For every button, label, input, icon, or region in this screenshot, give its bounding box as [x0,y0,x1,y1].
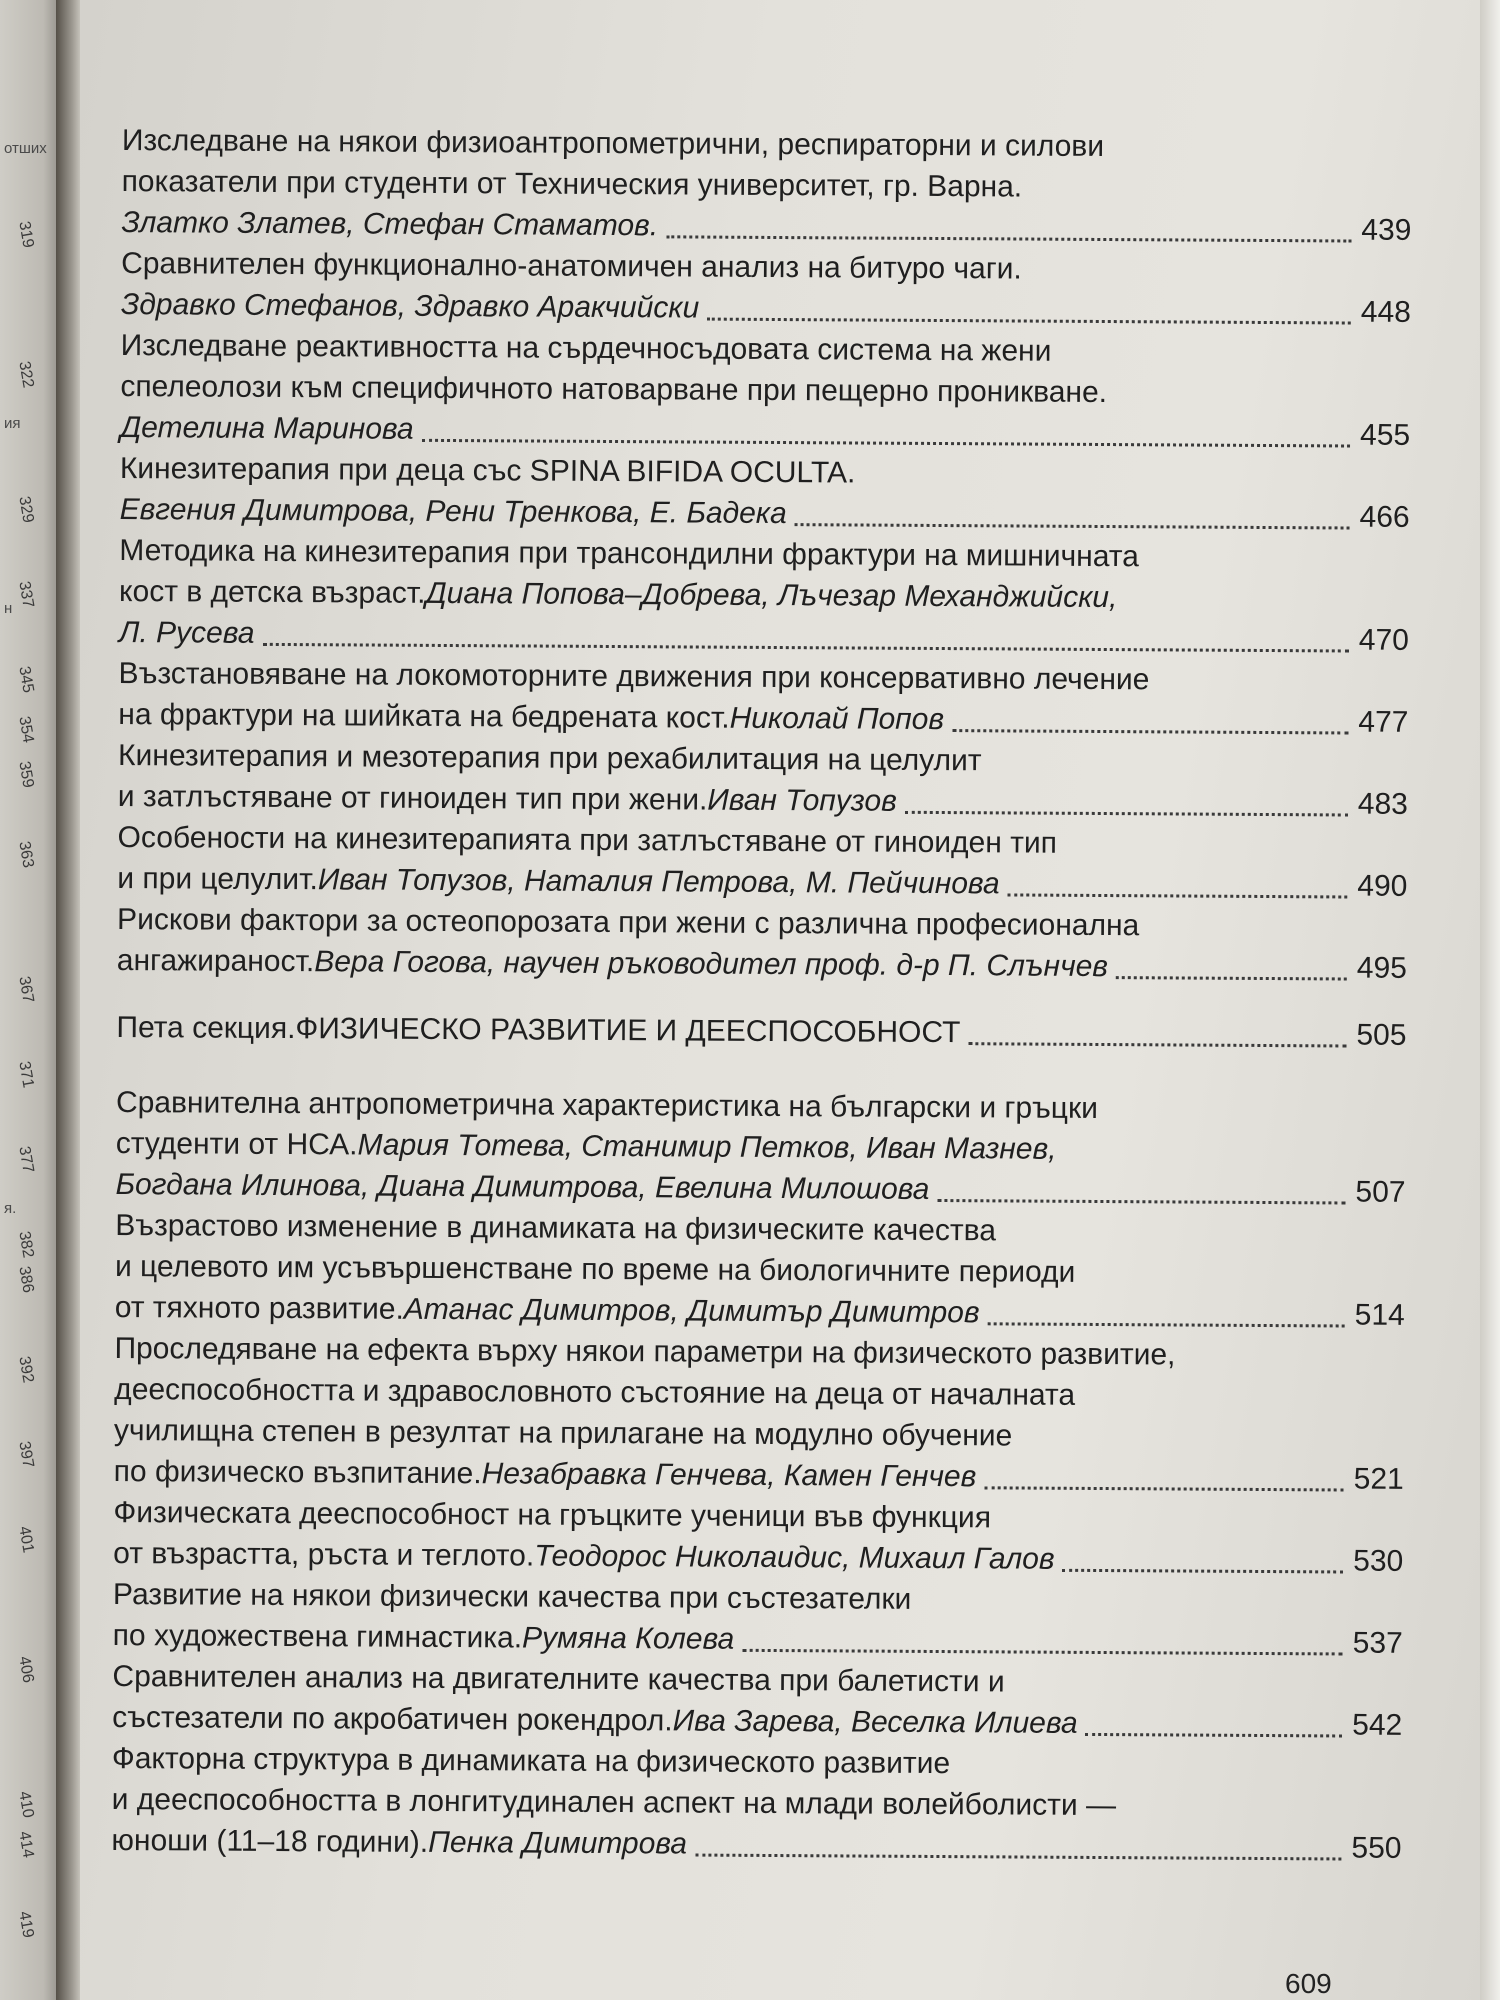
leader-dots [795,521,1350,529]
entry-page-number: 507 [1355,1175,1406,1209]
entry-title: Физическата дееспособност на гръцките ученици във функция [113,1495,992,1535]
left-page-number: 354 [15,715,37,745]
entry-page-number: 477 [1358,705,1409,739]
leader-dots [987,1320,1344,1327]
entry-title: Рискови фактори за остеопорозата при жени с различна професионална [117,902,1140,943]
entry-title: кост в детска възраст. [119,574,426,610]
entry-authors: Диана Попова–Добрева, Лъчезар Механджийски, [425,576,1118,615]
entry-title: и при целулит. [117,861,318,897]
left-page-number: 363 [15,840,37,870]
entry-title: Особености на кинезитерапията при затлъстяване от гиноиден тип [117,820,1058,860]
entry-title: спелеолози към специфичното натоварване при пещерно проникване. [120,369,1108,410]
entry-title: Сравнителен функционално-анатомичен анализ на битуро чаги. [121,246,1022,286]
entry-title: Проследяване на ефекта върху някои параметри на физическото развитие, [114,1331,1176,1372]
page-folio-number: 609 [1285,1968,1332,1999]
entry-authors: Детелина Маринова [120,410,414,446]
toc-entry [112,1656,1402,1746]
entry-page-number: 514 [1354,1298,1405,1332]
toc-entry [113,1574,1403,1664]
entry-authors: Пенка Димитрова [428,1825,688,1861]
entry-title: Сравнителен анализ на двигателните качества при балетисти и [112,1659,1005,1699]
entry-title: по художествена гимнастика. [112,1618,523,1655]
book-page [80,0,1480,2000]
entry-title: дееспособността и здравословното състояние на деца от началната [114,1372,1076,1412]
entry-authors: Богдана Илинова, Диана Димитрова, Евелина Милошова [115,1167,930,1206]
leader-dots [1086,1731,1343,1738]
entry-page-number: 455 [1359,418,1411,452]
toc-entry [118,653,1408,743]
leader-dots [937,1197,1345,1204]
section-heading [116,1007,1406,1056]
left-page-text-fragment: я. [4,1200,17,1217]
left-page-number: 329 [15,495,37,525]
toc-entry [119,448,1409,538]
left-page-number: 371 [15,1060,37,1090]
entry-title: и целевото им усъвършенстване по време на биологичните периоди [114,1249,1076,1289]
left-page-number: 377 [15,1145,37,1175]
toc-entries-part-1 [117,120,1412,989]
toc-entry [121,120,1412,251]
entry-title: на фрактури на шийката на бедрената кост. [118,697,730,735]
toc-entry-line [119,571,1409,620]
entry-title: Възстановяване на локомоторните движения при консервативно лечение [118,656,1150,697]
entry-title: от тяхното развитие. [114,1290,404,1326]
toc-entry [120,325,1411,456]
toc-entry [114,1328,1405,1500]
entry-title: Факторна структура в динамиката на физическото развитие [111,1741,951,1781]
entry-authors: Здравко Стефанов, Здравко Аракчийски [120,287,700,325]
entry-page-number: 530 [1353,1544,1404,1578]
toc-entry [121,243,1411,333]
entry-page-number: 466 [1359,500,1410,534]
entry-title: Сравнителна антропометрична характеристика на български и гръцки [115,1085,1099,1125]
left-page-number: 367 [15,975,37,1005]
entry-page-number: 550 [1351,1831,1402,1865]
toc-entry [115,1205,1406,1336]
entry-authors: Иван Топузов, Наталия Петрова, М. Пейчинова [317,863,1000,901]
leader-dots [1008,891,1348,898]
left-page-number: 345 [15,665,37,695]
toc-entry-line [117,940,1407,989]
leader-dots [1116,974,1347,980]
entry-title: ангажираност. [116,943,315,979]
entry-authors: Л. Русева [118,615,255,650]
left-page-number: 359 [15,760,37,790]
entry-title: Възрастово изменение в динамиката на физическите качества [115,1208,997,1248]
entry-title: Изследване на някои физиоантропометрични, респираторни и силови [121,123,1105,163]
entry-authors: Ива Зарева, Веселка Илиева [672,1704,1078,1740]
left-page-text-fragment: отших [4,140,47,157]
entry-page-number: 521 [1353,1462,1404,1496]
entry-page-number: 470 [1358,623,1410,657]
entry-authors: Иван Топузов [707,783,897,818]
entry-title: и дееспособността в лонгитудинален аспект на млади волейболисти — [111,1782,1117,1823]
leader-dots [968,1040,1346,1047]
left-page-number: 392 [15,1355,37,1385]
left-page-edge [0,0,62,2000]
entry-title: студенти от НСА. [115,1126,358,1162]
leader-dots [952,727,1348,734]
toc-entry [119,530,1410,661]
entry-title: Кинезитерапия при деца със SPINA BIFIDA OCULTA. [119,451,856,490]
leader-dots [905,809,1348,817]
entry-authors: Николай Попов [729,701,945,737]
left-page-number: 319 [15,220,37,250]
book-gutter [56,0,82,2000]
toc-entry [115,1082,1406,1213]
entry-authors: Теодорос Николаидис, Михаил Галов [534,1539,1055,1576]
entry-title: юноши (11–18 години). [111,1823,429,1859]
entry-title: Изследване реактивността на сърдечносъдовата система на жени [120,328,1052,368]
entry-title: по физическо възпитание. [113,1454,482,1491]
entry-page-number: 495 [1356,951,1408,985]
left-page-number: 406 [15,1655,37,1685]
left-page-number: 386 [15,1265,37,1295]
toc-entry [113,1492,1403,1582]
left-page-text-fragment: ия [4,415,21,432]
entry-page-number: 490 [1357,869,1408,903]
leader-dots [707,316,1351,325]
section-label: Пета секция. [116,1010,296,1046]
toc-entry [118,735,1408,825]
leader-dots [695,1852,1341,1861]
left-page-number: 410 [15,1790,37,1820]
toc-entry [117,899,1407,989]
toc-entries-part-2 [111,1082,1406,1869]
entry-page-number: 439 [1361,213,1412,247]
leader-dots [262,641,1348,653]
toc-entry [111,1738,1402,1869]
entry-title: Кинезитерапия и мезотерапия при рехабилитация на целулит [118,738,982,778]
entry-authors: Евгения Димитрова, Рени Тренкова, Е. Бадека [119,492,787,531]
left-page-number: 337 [15,580,37,610]
left-page-number: 414 [15,1830,37,1860]
toc-entry [117,817,1407,907]
entry-title: Развитие на някои физически качества при състезателки [112,1577,912,1616]
toc-entry-line [111,1820,1401,1869]
left-page-text-fragment: н [4,600,13,617]
leader-dots [422,437,1350,448]
left-page-number: 419 [15,1910,37,1940]
entry-authors: Румяна Колева [522,1621,735,1656]
leader-dots [1063,1567,1344,1574]
entry-authors: Мария Тотева, Станимир Петков, Иван Мазнев, [357,1128,1057,1166]
entry-authors: Вера Гогова, научен ръководител проф. д-р П. Слънчев [314,945,1109,984]
entry-title: показатели при студенти от Техническия университет, гр. Варна. [121,164,1023,204]
left-page-number: 401 [15,1525,37,1555]
leader-dots [742,1647,1343,1656]
entry-page-number: 537 [1352,1626,1403,1660]
left-page-number: 397 [15,1440,37,1470]
entry-title: Методика на кинезитерапия при трансондилни фрактури на мишничната [119,533,1139,574]
entry-page-number: 483 [1357,787,1409,821]
left-page-number: 382 [15,1230,37,1260]
entry-title: и затлъстяване от гиноиден тип при жени. [117,779,708,817]
table-of-contents [111,120,1412,1869]
leader-dots [666,233,1351,242]
leader-dots [984,1484,1343,1491]
entry-page-number: 542 [1352,1708,1403,1742]
entry-authors: Атанас Димитров, Димитър Димитров [403,1292,980,1330]
entry-page-number: 448 [1360,295,1412,329]
entry-title: от възрастта, ръста и теглото. [113,1536,535,1573]
entry-title: училищна степен в резултат на прилагане на модулно обучение [113,1413,1013,1453]
right-page-edge [1480,0,1500,2000]
section-page-number: 505 [1356,1018,1407,1052]
entry-authors: Златко Златев, Стефан Стаматов. [121,205,659,243]
entry-title: състезатели по акробатичен рокендрол. [112,1700,673,1738]
section-title: ФИЗИЧЕСКО РАЗВИТИЕ И ДЕЕСПОСОБНОСТ [295,1012,961,1050]
entry-authors: Незабравка Генчева, Камен Генчев [481,1457,977,1494]
left-page-number: 322 [15,360,37,390]
